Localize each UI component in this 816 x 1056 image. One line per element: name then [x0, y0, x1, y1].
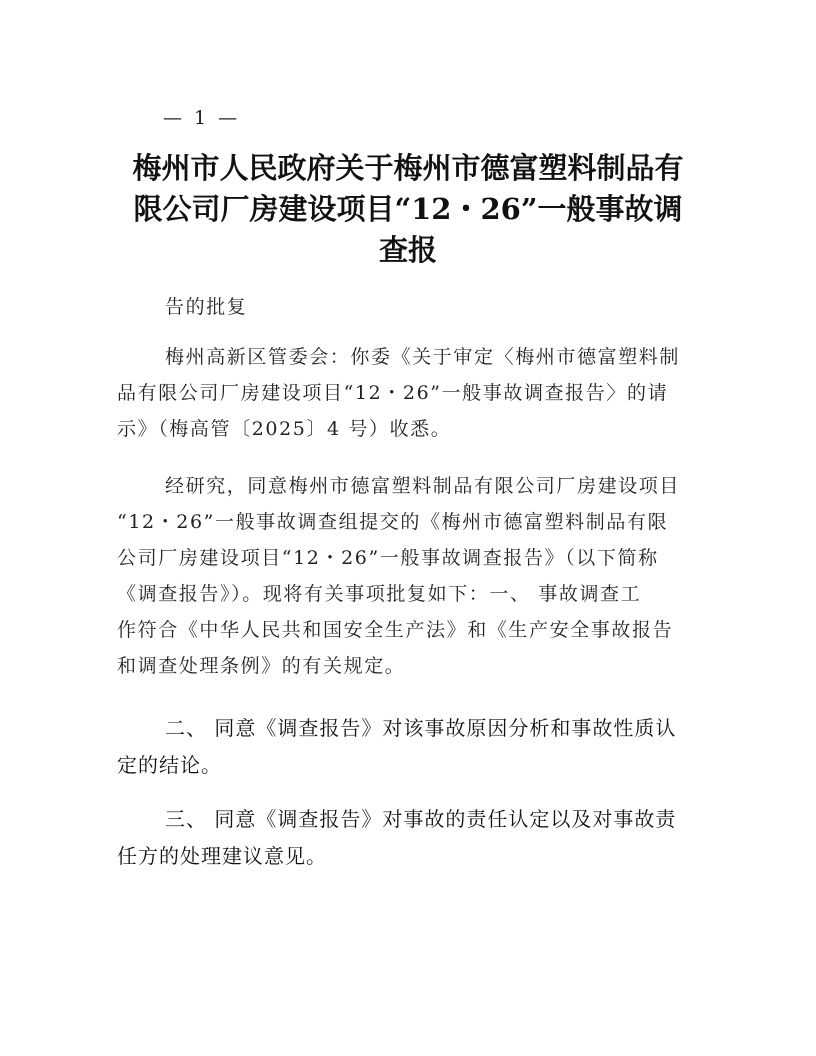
paragraph-line: 告的批复: [165, 296, 248, 318]
paragraph-line: 公司厂房建设项目“12・26”一般事故调查报告》（以下简称: [117, 547, 659, 569]
paragraph-line: 品有限公司厂房建设项目“12・26”一般事故调查报告〉的请: [117, 382, 669, 404]
document-title: [120, 148, 696, 271]
paragraph-line: “12・26”一般事故调查组提交的《梅州市德富塑料制品有限: [117, 511, 669, 533]
paragraph-title-continuation: [117, 289, 699, 325]
page-number: — 1 —: [163, 107, 241, 129]
paragraph-item-two: [117, 710, 699, 784]
paragraph-item-three: [117, 801, 699, 875]
paragraph-addressee: [117, 339, 699, 447]
paragraph-line: 二、 同意《调查报告》对该事故原因分析和事故性质认: [165, 716, 677, 740]
paragraph-line: 定的结论。: [117, 753, 222, 777]
paragraph-line: 示》（梅高管〔2025〕4 号）收悉。: [117, 418, 452, 440]
paragraph-line: 《调查报告》）。现将有关事项批复如下：一、 事故调查工: [117, 583, 642, 605]
title-line-3: 查报: [378, 233, 437, 267]
paragraph-approval: [117, 468, 699, 684]
paragraph-line: 作符合《中华人民共和国安全生产法》和《生产安全事故报告: [117, 619, 674, 641]
paragraph-line: 和调查处理条例》的有关规定。: [117, 655, 406, 677]
paragraph-line: 任方的处理建议意见。: [117, 844, 327, 868]
title-line-1: 梅州市人民政府关于梅州市德富塑料制品有: [132, 151, 684, 185]
paragraph-line: 经研究，同意梅州市德富塑料制品有限公司厂房建设项目: [165, 475, 681, 497]
paragraph-line: 梅州高新区管委会：你委《关于审定〈梅州市德富塑料制: [165, 346, 681, 368]
title-line-2: 限公司厂房建设项目“12・26”一般事故调: [133, 192, 683, 226]
paragraph-line: 三、 同意《调查报告》对事故的责任认定以及对事故责: [165, 807, 677, 831]
